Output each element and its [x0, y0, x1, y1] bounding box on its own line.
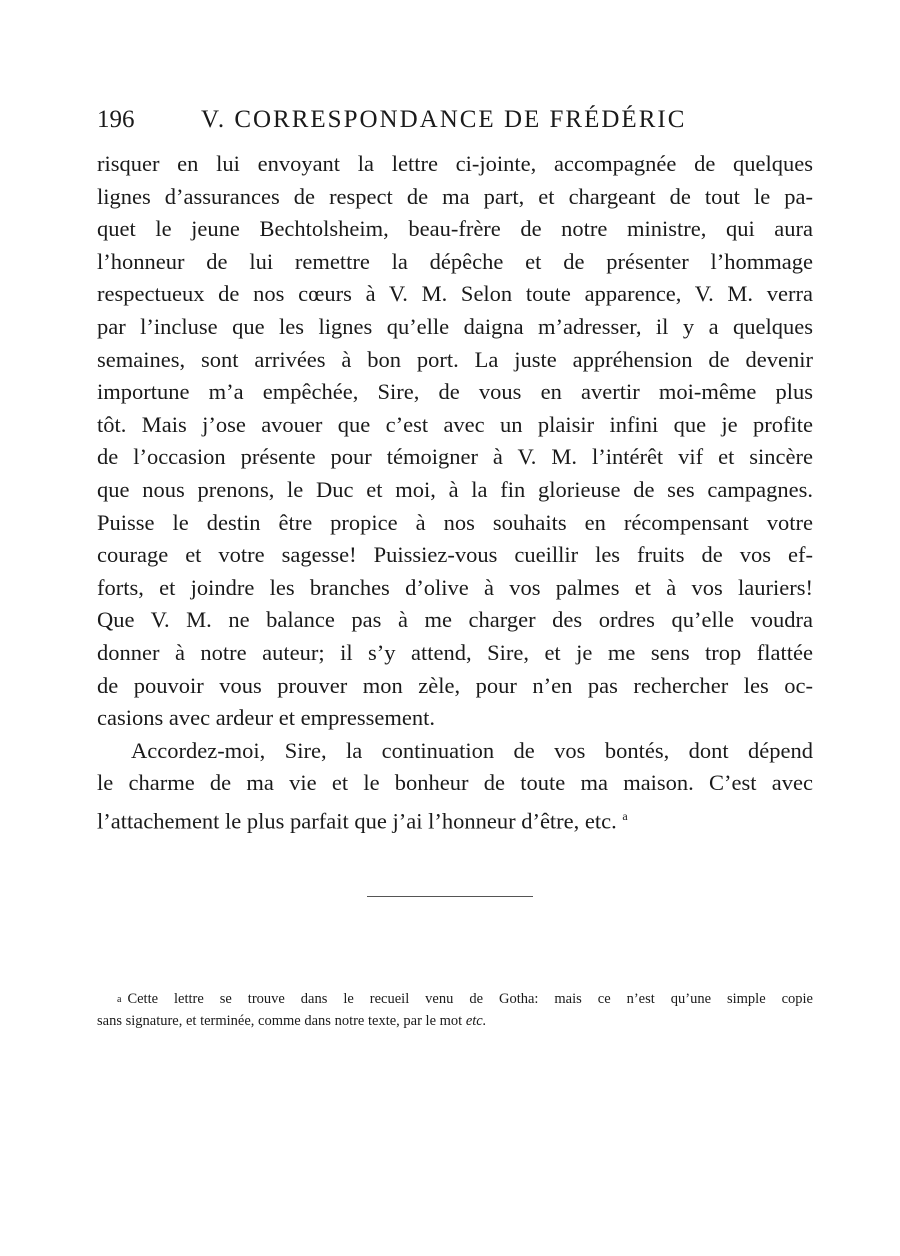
body-line: tôt. Mais j’ose avouer que c’est avec un plaisir infini que je profite: [97, 411, 813, 437]
body-line: de l’occasion présente pour témoigner à V. M. l’intérêt vif et sincère: [97, 444, 813, 470]
body-line: l’honneur de lui remettre la dépêche et de présenter l’hommage: [97, 248, 813, 274]
running-header: [97, 106, 817, 142]
footnote-text: sans signature, et terminée, comme dans notre texte, par le mot: [97, 1013, 466, 1029]
closing-text: l’attachement le plus parfait que j’ai l’honneur d’être, etc.: [97, 808, 617, 834]
body-line: casions avec ardeur et empressement.: [97, 705, 435, 731]
letter-body: [97, 148, 813, 832]
section-divider: [367, 896, 533, 897]
footnote-line: [97, 988, 813, 1010]
body-line-closing: [97, 800, 813, 833]
body-line: forts, et joindre les branches d’olive à vos palmes et à vos lauriers!: [97, 574, 813, 600]
footnote-line: [97, 1010, 813, 1032]
body-line: respectueux de nos cœurs à V. M. Selon toute apparence, V. M. verra: [97, 281, 813, 307]
footnote-marker: a: [117, 994, 122, 1005]
body-line: que nous prenons, le Duc et moi, à la fin glorieuse de ses campagnes.: [97, 476, 813, 502]
running-title: V. CORRESPONDANCE DE FRÉDÉRIC: [201, 106, 687, 133]
body-line: de pouvoir vous prouver mon zèle, pour n’en pas rechercher les oc-: [97, 672, 813, 698]
body-line: le charme de ma vie et le bonheur de toute ma maison. C’est avec: [97, 770, 813, 796]
page-number: 196: [97, 106, 135, 133]
footnote: [97, 988, 813, 1032]
body-line: donner à notre auteur; il s’y attend, Sire, et je me sens trop flattée: [97, 639, 813, 665]
body-line: lignes d’assurances de respect de ma part, et chargeant de tout le pa-: [97, 183, 813, 209]
body-line: Puisse le destin être propice à nos souhaits en récompensant votre: [97, 509, 813, 535]
footnote-text: Cette lettre se trouve dans le recueil venu de Gotha: mais ce n’est qu’une simple copie: [127, 991, 813, 1007]
body-line: semaines, sont arrivées à bon port. La juste appréhension de devenir: [97, 346, 813, 372]
body-line: courage et votre sagesse! Puissiez-vous cueillir les fruits de vos ef-: [97, 542, 813, 568]
body-line: quet le jeune Bechtolsheim, beau-frère de notre ministre, qui aura: [97, 216, 813, 242]
body-line: importune m’a empêchée, Sire, de vous en avertir moi-même plus: [97, 379, 813, 405]
body-line: par l’incluse que les lignes qu’elle daigna m’adresser, il y a quelques: [97, 313, 813, 339]
body-line: Que V. M. ne balance pas à me charger des ordres qu’elle voudra: [97, 607, 813, 633]
footnote-italic: etc.: [465, 1013, 487, 1029]
footnote-reference: a: [622, 808, 628, 823]
body-line: risquer en lui envoyant la lettre ci-jointe, accompagnée de quelques: [97, 151, 813, 176]
body-line: Accordez-moi, Sire, la continuation de vos bontés, dont dépend: [131, 737, 813, 763]
